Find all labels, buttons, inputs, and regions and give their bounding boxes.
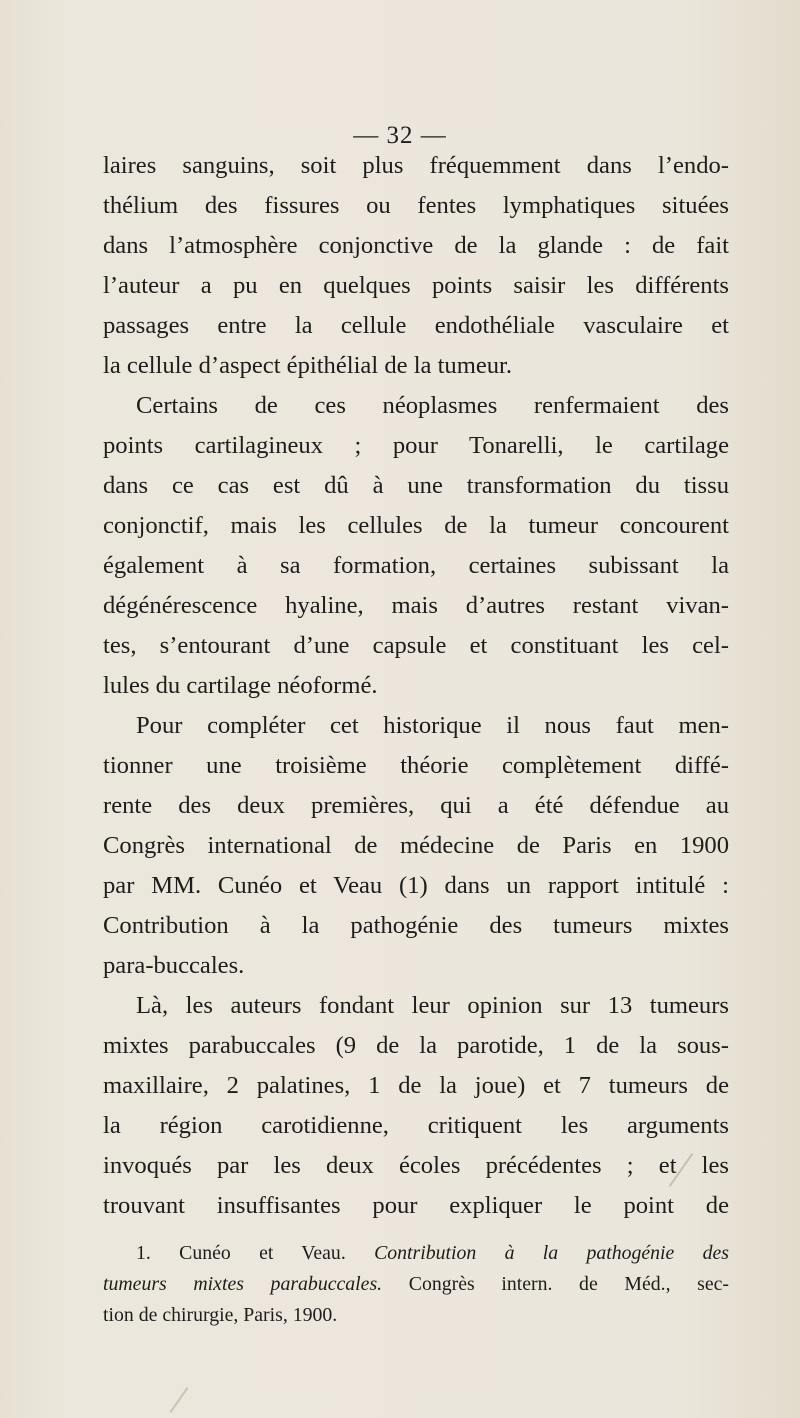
text-line: dégénérescence hyaline, mais d’autres restant vivan- [103,592,729,619]
text-line: dans ce cas est dû à une transformation du tissu [103,472,729,499]
text-line: tes, s’entourant d’une capsule et constituant les cel- [103,632,729,659]
text-line: l’auteur a pu en quelques points saisir les différents [103,272,729,299]
footnote-authors: Cunéo et Veau. [179,1242,346,1264]
text-line: trouvant insuffisantes pour expliquer le point de [103,1192,729,1219]
footnote [103,1238,729,1331]
page-number: — 32 — [353,122,447,149]
footnote-title: Contribution à la pathogénie des [374,1242,729,1264]
text-line: invoqués par les deux écoles précédentes ; et les [103,1152,729,1179]
text-line: la région carotidienne, critiquent les arguments [103,1112,729,1139]
footnote-title-cont: tumeurs mixtes parabuccales. [103,1273,383,1295]
text-line: rente des deux premières, qui a été défendue au [103,792,729,819]
text-line: Pour compléter cet historique il nous faut men- [136,712,729,739]
text-line: lules du cartilage néoformé. [103,672,378,699]
text-line: par MM. Cunéo et Veau (1) dans un rapport intitulé : [103,872,729,899]
text-line: conjonctif, mais les cellules de la tumeur concourent [103,512,729,539]
text-line: maxillaire, 2 palatines, 1 de la joue) et 7 tumeurs de [103,1072,729,1099]
footnote-line [103,1269,729,1300]
text-line: laires sanguins, soit plus fréquemment dans l’endo- [103,152,729,179]
body-text [103,146,729,1226]
text-line: Congrès international de médecine de Paris en 1900 [103,832,729,859]
text-line: la cellule d’aspect épithélial de la tumeur. [103,352,513,379]
footnote-line: tion de chirurgie, Paris, 1900. [103,1304,338,1326]
text-line: Certains de ces néoplasmes renfermaient des [136,392,729,419]
text-line: thélium des fissures ou fentes lymphatiques situées [103,192,729,219]
text-line: passages entre la cellule endothéliale vasculaire et [103,312,729,339]
text-line: également à sa formation, certaines subissant la [103,552,729,579]
text-line: mixtes parabuccales (9 de la parotide, 1 de la sous- [103,1032,729,1059]
text-line: para-buccales. [103,952,245,979]
text-line: Contribution à la pathogénie des tumeurs mixtes [103,912,729,939]
text-line: Là, les auteurs fondant leur opinion sur 13 tumeurs [136,992,729,1019]
footnote-number: 1. [136,1242,151,1264]
footnote-venue: Congrès intern. de Méd., sec- [408,1273,730,1295]
text-line: points cartilagineux ; pour Tonarelli, le cartilage [103,432,729,459]
text-line: dans l’atmosphère conjonctive de la glande : de fait [103,232,729,259]
text-line: tionner une troisième théorie complètement diffé- [103,752,729,779]
paper-scratch [170,1387,189,1413]
footnote-line [103,1238,729,1269]
